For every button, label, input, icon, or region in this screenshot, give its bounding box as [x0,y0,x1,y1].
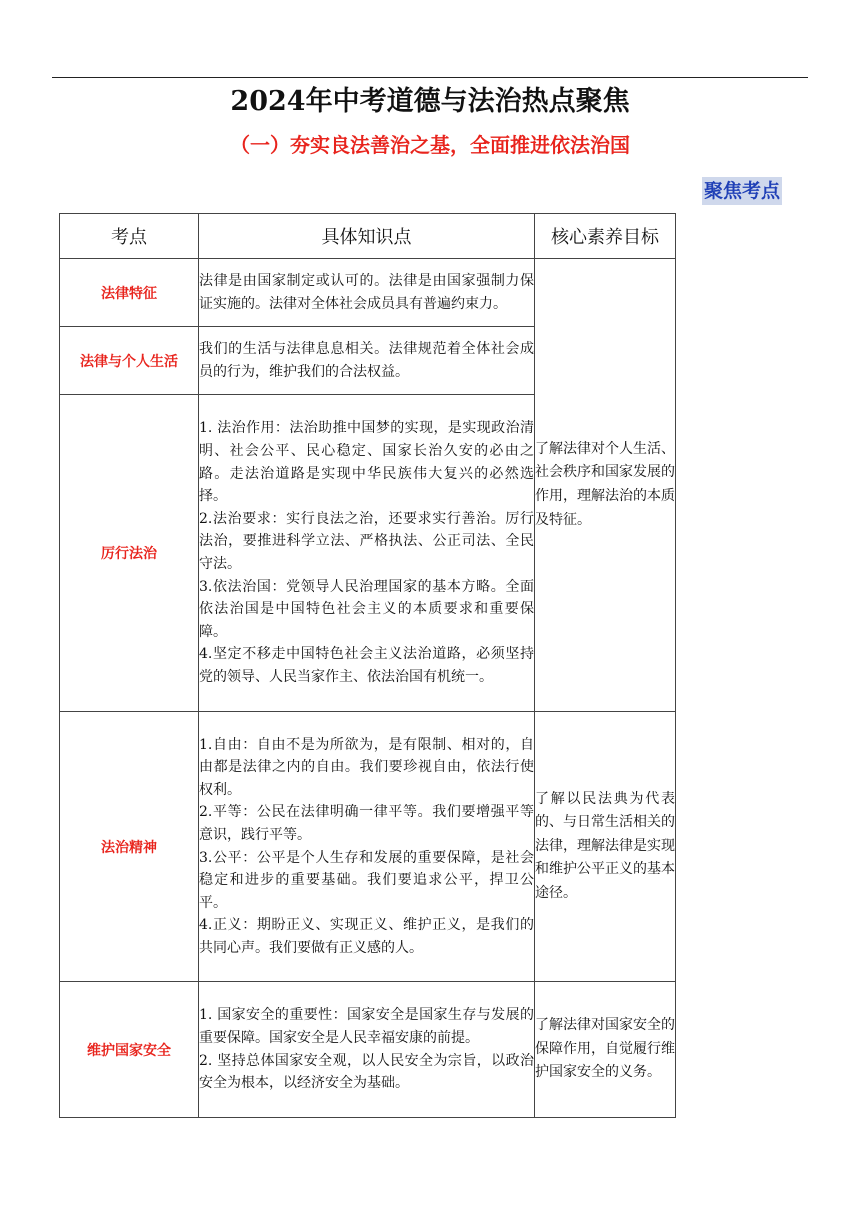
detail-item: 1. 法治作用：法治助推中国梦的实现，是实现政治清明、社会公平、民心稳定、国家长治久安的必由之路。走法治道路是实现中华民族伟大复兴的必然选择。 [199,420,534,505]
detail-item: 2.法治要求：实行良法之治，还要求实行善治。厉行法治，要推进科学立法、严格执法、公正司法、全民守法。 [199,510,534,572]
knowledge-table [59,213,676,1118]
goal-cell: 了解法律对个人生活、社会秩序和国家发展的作用，理解法治的本质及特征。 [535,259,676,712]
topic-cell: 维护国家安全 [60,982,199,1118]
detail-cell: 法律是由国家制定或认可的。法律是由国家强制力保证实施的。法律对全体社会成员具有普遍约束力。 [199,259,535,327]
document-title: 2024年中考道德与法治热点聚焦 [230,86,630,117]
goal-cell: 了解以民法典为代表的、与日常生活相关的法律，理解法律是实现和维护公平正义的基本途径。 [535,712,676,982]
detail-item: 2. 坚持总体国家安全观，以人民安全为宗旨，以政治安全为根本，以经济安全为基础。 [199,1052,534,1092]
detail-cell [199,712,535,982]
detail-item: 2.平等：公民在法律明确一律平等。我们要增强平等意识，践行平等。 [199,804,534,843]
column-header-detail: 具体知识点 [199,214,535,259]
detail-item: 3.依法治国：党领导人民治理国家的基本方略。全面依法治国是中国特色社会主义的本质要求和重要保障。 [199,578,534,640]
detail-cell [199,982,535,1118]
table-row [60,982,676,1118]
topic-cell: 法治精神 [60,712,199,982]
topic-cell: 厉行法治 [60,395,199,712]
detail-cell [199,395,535,712]
detail-item: 4.坚定不移走中国特色社会主义法治道路，必须坚持党的领导、人民当家作主、依法治国有机统一。 [199,646,534,685]
column-header-goal: 核心素养目标 [535,214,676,259]
detail-item: 3.公平：公平是个人生存和发展的重要保障，是社会稳定和进步的重要基础。我们要追求公平，捍卫公平。 [199,849,534,911]
section-subtitle: （一）夯实良法善治之基，全面推进依法治国 [230,133,630,157]
detail-item: 1. 国家安全的重要性：国家安全是国家生存与发展的重要保障。国家安全是人民幸福安康的前提。 [199,1007,534,1046]
topic-cell: 法律与个人生活 [60,327,199,395]
topic-cell: 法律特征 [60,259,199,327]
table-header-row [60,214,676,259]
detail-item: 4.正义：期盼正义、实现正义、维护正义，是我们的共同心声。我们要做有正义感的人。 [199,917,534,956]
goal-cell: 了解法律对国家安全的保障作用，自觉履行维护国家安全的义务。 [535,982,676,1118]
table-row [60,259,676,327]
detail-cell: 我们的生活与法律息息相关。法律规范着全体社会成员的行为，维护我们的合法权益。 [199,327,535,395]
detail-item: 1.自由：自由不是为所欲为，是有限制、相对的，自由都是法律之内的自由。我们要珍视自由，依法行使权利。 [199,736,534,798]
focus-label: 聚焦考点 [702,177,782,205]
header-rule [52,77,808,78]
column-header-topic: 考点 [60,214,199,259]
table-row [60,712,676,982]
